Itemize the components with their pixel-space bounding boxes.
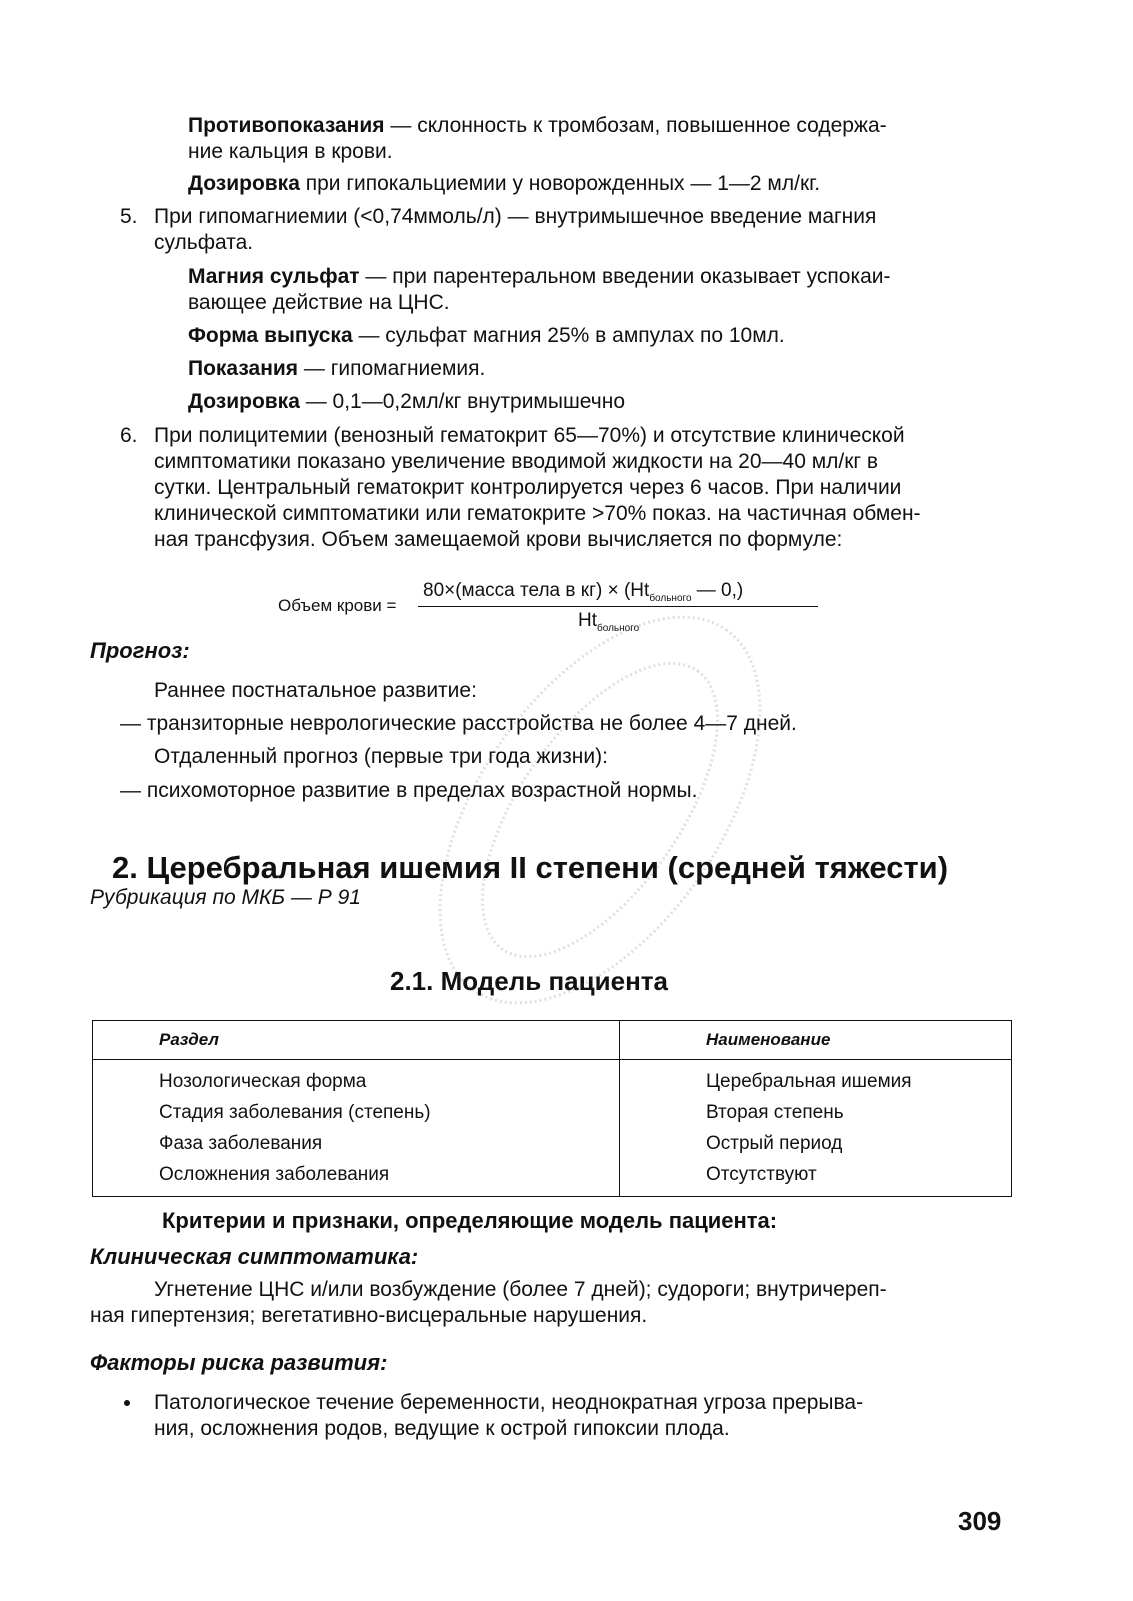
bullet-icon [124,1400,130,1406]
dosage-label: Дозировка [188,390,300,413]
risk-heading: Факторы риска развития: [90,1350,388,1375]
text-line: сутки. Центральный гематокрит контролируется через 6 часов. При наличии [154,476,902,499]
section-title: 2. Церебральная ишемия II степени (средней тяжести) [112,850,949,885]
table-cell: Вторая степень [620,1097,1012,1128]
prognosis-heading: Прогноз: [90,638,190,663]
text-line: симптоматики показано увеличение вводимой жидкости на 20—40 мл/кг в [154,450,879,473]
form-line [188,323,785,349]
criteria-heading: Критерии и признаки, определяющие модель пациента: [162,1208,778,1233]
magnesium-text: — при парентеральном введении оказывает успокаи- [359,265,891,288]
table-cell: Фаза заболевания [93,1128,620,1159]
text-line: При гипомагниемии (<0,74ммоль/л) — внутримышечное введение магния [154,205,877,228]
text-line: При полицитемии (венозный гематокрит 65—70%) и отсутствие клинической [154,424,905,447]
table-header: Наименование [620,1021,1012,1060]
clinical-heading: Клиническая симптоматика: [90,1244,419,1269]
formula-denominator-text: Ht [578,610,597,631]
formula-numerator-sub: больного [649,592,692,604]
text-line: Патологическое течение беременности, неоднократная угроза прерыва- [154,1391,864,1414]
text-line: Раннее постнатальное развитие: [154,679,477,702]
list-number: 5. [120,205,138,228]
dosage-text: — 0,1—0,2мл/кг внутримышечно [299,390,625,413]
table-cell: Острый период [620,1128,1012,1159]
table-header-row [93,1021,1012,1060]
text-line: вающее действие на ЦНС. [188,291,450,314]
fraction-bar [418,606,818,607]
table-row [93,1159,1012,1197]
form-label: Форма выпуска [188,324,353,347]
table-row [93,1097,1012,1128]
text-line: ная трансфузия. Объем замещаемой крови вычисляется по формуле: [154,528,843,551]
subsection-title: 2.1. Модель пациента [390,966,668,996]
table-cell: Церебральная ишемия [620,1060,1012,1098]
form-text: — сульфат магния 25% в ампулах по 10мл. [352,324,785,347]
contraindications-text: — склонность к тромбозам, повышенное содержа- [384,114,887,137]
page-number: 309 [958,1506,1002,1536]
table-cell: Осложнения заболевания [93,1159,620,1197]
table-cell: Стадия заболевания (степень) [93,1097,620,1128]
formula-lhs: Объем крови = [278,596,397,615]
blood-volume-formula [278,580,838,640]
text-line: ная гипертензия; вегетативно-висцеральные нарушения. [90,1304,648,1327]
indications-label: Показания [188,357,299,380]
table-header: Раздел [93,1021,620,1060]
dosage-line-2 [188,389,625,415]
contraindications-line [188,113,887,139]
formula-denominator-sub: больного [597,622,640,634]
formula-numerator-tail: — 0,) [691,580,744,601]
text-line: ние кальция в крови. [188,140,393,163]
text-line: ния, осложнения родов, ведущие к острой гипоксии плода. [154,1417,730,1440]
formula-numerator [423,580,743,604]
text-line: Отдаленный прогноз (первые три года жизни): [154,745,608,768]
table-cell: Нозологическая форма [93,1060,620,1098]
indications-line [188,356,485,382]
table-row [93,1060,1012,1098]
formula-denominator [578,610,639,634]
magnesium-label: Магния сульфат [188,265,360,288]
contraindications-label: Противопоказания [188,114,385,137]
rubric-line: Рубрикация по МКБ — Р 91 [90,886,361,909]
table-cell: Отсутствуют [620,1159,1012,1197]
indications-text: — гипомагниемия. [298,357,486,380]
dosage-line [188,171,820,197]
dosage-text: при гипокальциемии у новорожденных — 1—2 мл/кг. [299,172,821,195]
text-line: клинической симптоматики или гематокрите >70% показ. на частичная обмен- [154,502,921,525]
patient-model-table [92,1020,1012,1197]
table-row [93,1128,1012,1159]
dosage-label: Дозировка [188,172,300,195]
formula-numerator-text: 80×(масса тела в кг) × (Ht [423,580,650,601]
list-number: 6. [120,424,138,447]
magnesium-line [188,264,891,290]
text-line: — транзиторные неврологические расстройства не более 4—7 дней. [120,712,797,735]
text-line: сульфата. [154,231,254,254]
text-line: — психомоторное развитие в пределах возрастной нормы. [120,779,698,802]
text-line: Угнетение ЦНС и/или возбуждение (более 7 дней); судороги; внутричереп- [154,1278,887,1301]
